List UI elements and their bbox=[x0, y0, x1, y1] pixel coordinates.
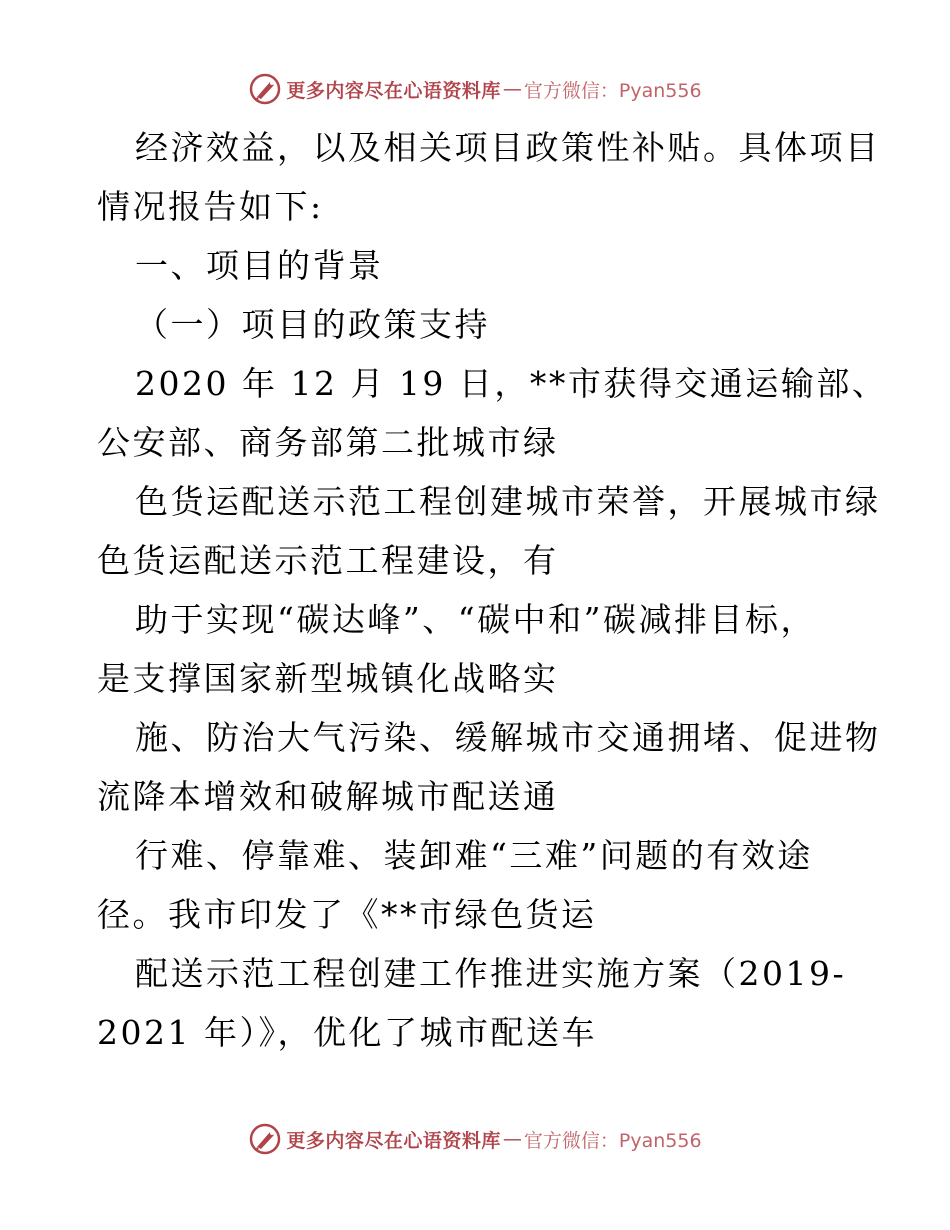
text-line: 色货运配送示范工程创建城市荣誉，开展城市绿 bbox=[135, 482, 881, 521]
watermark-contact: 官方微信：Pyan556 bbox=[523, 1129, 702, 1152]
text-line: 经济效益，以及相关项目政策性补贴。具体项目 bbox=[135, 128, 881, 167]
text-line: 径。我市印发了《**市绿色货运 bbox=[97, 895, 597, 934]
text-line: （一）项目的政策支持 bbox=[135, 305, 490, 344]
text-line: 是支撑国家新型城镇化战略实 bbox=[97, 659, 559, 698]
text-line: 2021 年）》，优化了城市配送车 bbox=[97, 1013, 597, 1052]
document-body bbox=[97, 118, 888, 1062]
watermark-separator: — bbox=[502, 78, 522, 100]
pen-logo-icon bbox=[248, 1122, 282, 1156]
watermark-footer bbox=[0, 1122, 950, 1156]
text-line: 色货运配送示范工程建设，有 bbox=[97, 541, 559, 580]
pen-logo-icon bbox=[248, 72, 282, 106]
watermark-header bbox=[0, 72, 950, 106]
watermark-separator: — bbox=[502, 1128, 522, 1150]
text-line: 配送示范工程创建工作推进实施方案（2019- bbox=[135, 954, 847, 993]
text-line: 情况报告如下: bbox=[97, 187, 324, 226]
text-line: 流降本增效和破解城市配送通 bbox=[97, 777, 559, 816]
text-line: 施、防治大气污染、缓解城市交通拥堵、促进物 bbox=[135, 718, 881, 757]
text-line: 公安部、商务部第二批城市绿 bbox=[97, 423, 559, 462]
text-line: 助于实现“碳达峰”、“碳中和”碳减排目标， bbox=[135, 600, 816, 639]
watermark-contact: 官方微信：Pyan556 bbox=[523, 79, 702, 102]
watermark-title: 更多内容尽在心语资料库 bbox=[286, 79, 501, 102]
watermark-title: 更多内容尽在心语资料库 bbox=[286, 1129, 501, 1152]
text-line: 一、项目的背景 bbox=[135, 246, 384, 285]
text-line: 行难、停靠难、装卸难“三难”问题的有效途 bbox=[135, 836, 813, 875]
text-line: 2020 年 12 月 19 日，**市获得交通运输部、 bbox=[135, 364, 888, 403]
